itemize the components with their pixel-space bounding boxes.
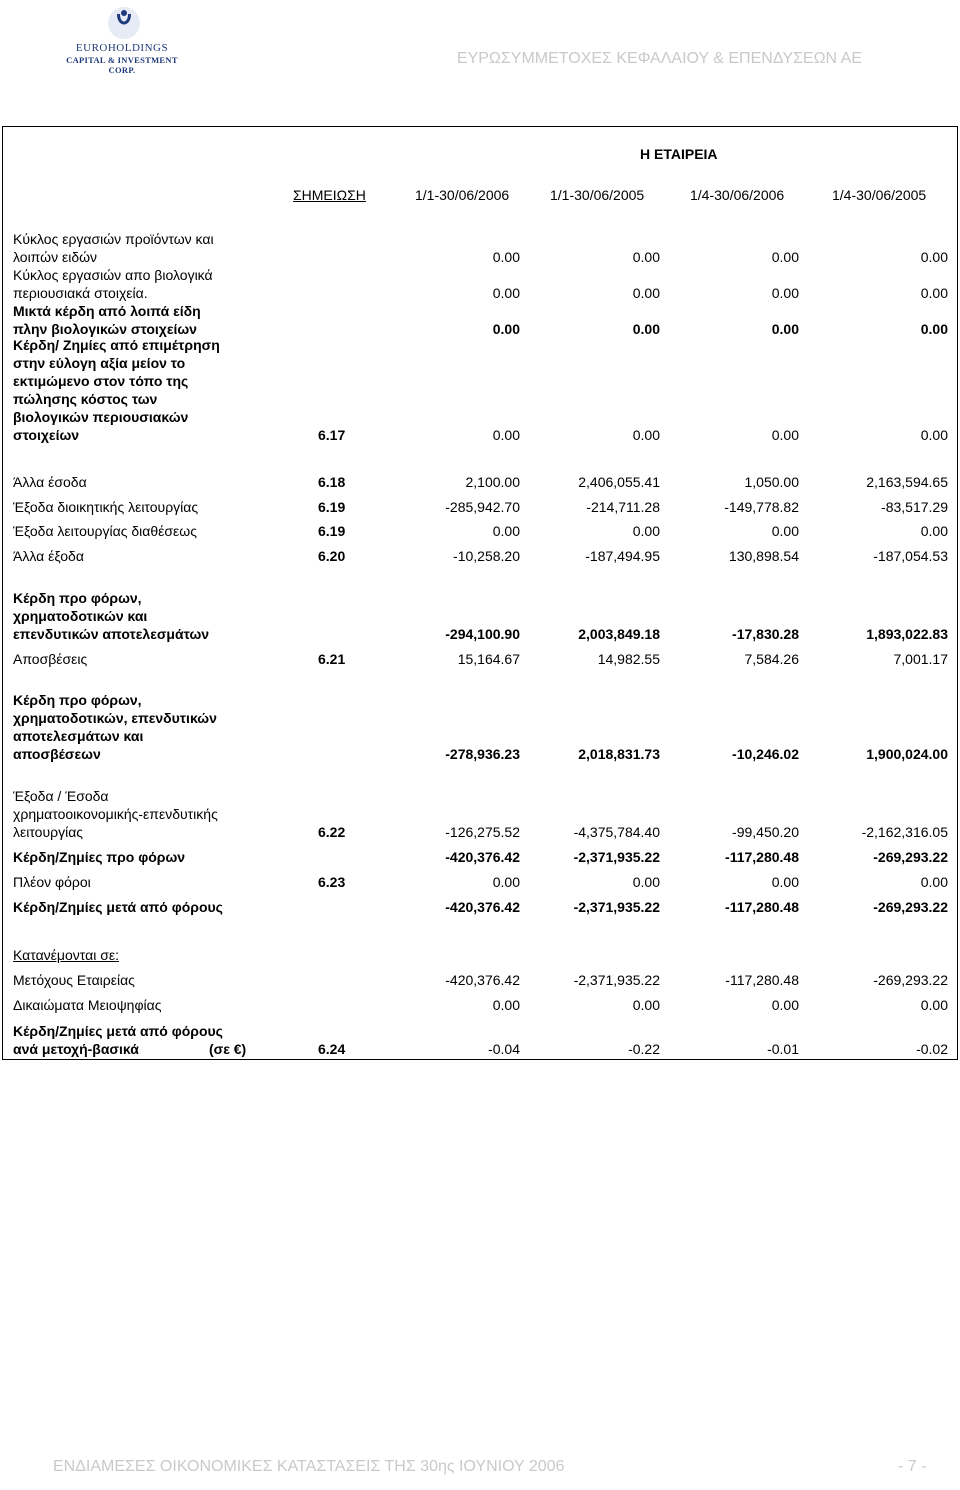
row-label: ανά μετοχή-βασικά <box>13 1041 139 1057</box>
value-cell: 2,003,849.18 <box>578 626 660 642</box>
logo-emblem-icon <box>107 6 141 40</box>
note-ref: 6.22 <box>318 824 346 840</box>
value-cell: -83,517.29 <box>881 499 948 515</box>
value-cell: -2,371,935.22 <box>573 899 660 915</box>
value-cell: 1,050.00 <box>744 474 799 490</box>
row-label: Πλέον φόροι <box>13 874 91 890</box>
logo-line2: CAPITAL & INVESTMENT CORP. <box>66 55 178 75</box>
row-label: Κέρδη/Ζημίες μετά από φόρους <box>13 1023 223 1039</box>
value-cell: 1,893,022.83 <box>866 626 948 642</box>
row-label: χρηματοδοτικών, επενδυτικών <box>13 710 217 726</box>
value-cell: -2,371,935.22 <box>573 849 660 865</box>
note-ref: 6.20 <box>318 548 346 564</box>
row-label: Έξοδα / Έσοδα <box>13 788 109 804</box>
value-cell: -0.01 <box>767 1041 799 1057</box>
value-cell: 1,900,024.00 <box>866 746 948 762</box>
value-cell: 0.00 <box>632 321 660 337</box>
row-label: αποσβέσεων <box>13 746 101 762</box>
value-cell: -10,258.20 <box>453 548 520 564</box>
note-ref: 6.18 <box>318 474 346 490</box>
row-label: Μετόχους Εταιρείας <box>13 972 135 988</box>
col-header-p1: 1/1-30/06/2006 <box>415 187 510 203</box>
row-label: Έξοδα λειτουργίας διαθέσεως <box>13 523 197 539</box>
value-cell: 0.00 <box>632 285 660 301</box>
value-cell: 0.00 <box>632 427 660 443</box>
value-cell: 0.00 <box>492 997 520 1013</box>
row-label: επενδυτικών αποτελεσμάτων <box>13 626 210 642</box>
col-header-p4: 1/4-30/06/2005 <box>832 187 927 203</box>
value-cell: -10,246.02 <box>732 746 799 762</box>
note-ref: 6.19 <box>318 499 346 515</box>
value-cell: 0.00 <box>771 321 799 337</box>
row-label: εκτιμώμενο στον τόπο της <box>13 373 189 389</box>
value-cell: 2,406,055.41 <box>578 474 660 490</box>
row-label: Αποσβέσεις <box>13 651 88 667</box>
row-label: Άλλα έσοδα <box>13 474 87 490</box>
value-cell: -269,293.22 <box>873 849 948 865</box>
value-cell: 0.00 <box>920 427 948 443</box>
value-cell: -187,054.53 <box>873 548 948 564</box>
row-label: Κέρδη/Ζημίες προ φόρων <box>13 849 186 865</box>
row-label: πλην βιολογικών στοιχείων <box>13 321 197 337</box>
value-cell: -126,275.52 <box>445 824 520 840</box>
logo-line1: EUROHOLDINGS <box>75 42 169 54</box>
currency-note: (σε €) <box>209 1041 247 1057</box>
footer-title: ΕΝΔΙΑΜΕΣΕΣ ΟΙΚΟΝΟΜΙΚΕΣ ΚΑΤΑΣΤΑΣΕΙΣ ΤΗΣ 30ης ΙΟΥΝΙΟΥ 2006 <box>53 1458 565 1475</box>
row-label: Δικαιώματα Μειοψηφίας <box>13 997 162 1013</box>
value-cell: -117,280.48 <box>725 849 799 865</box>
value-cell: -0.22 <box>628 1041 660 1057</box>
value-cell: 0.00 <box>632 249 660 265</box>
col-header-p3: 1/4-30/06/2006 <box>690 187 785 203</box>
row-label: χρηματοοικονομικής-επενδυτικής <box>13 806 218 822</box>
page-header <box>0 0 960 80</box>
value-cell: 7,001.17 <box>893 651 948 667</box>
row-label: Κέρδη προ φόρων, <box>13 590 142 606</box>
value-cell: -269,293.22 <box>873 899 948 915</box>
row-label: λειτουργίας <box>13 824 84 840</box>
value-cell: 14,982.55 <box>597 651 660 667</box>
value-cell: 0.00 <box>492 874 520 890</box>
value-cell: -0.02 <box>916 1041 948 1057</box>
company-logo <box>52 4 192 74</box>
value-cell: -278,936.23 <box>445 746 520 762</box>
page-number: - 7 - <box>898 1458 927 1475</box>
row-label: λοιπών ειδών <box>13 249 98 265</box>
entity-title: Η ΕΤΑΙΡΕΙΑ <box>640 146 718 162</box>
value-cell: -149,778.82 <box>724 499 799 515</box>
value-cell: 7,584.26 <box>744 651 799 667</box>
value-cell: 15,164.67 <box>457 651 520 667</box>
value-cell: -269,293.22 <box>873 972 948 988</box>
value-cell: 130,898.54 <box>728 548 799 564</box>
value-cell: 0.00 <box>920 997 948 1013</box>
row-label: Μικτά κέρδη από λοιπά είδη <box>13 303 201 319</box>
note-ref: 6.23 <box>318 874 346 890</box>
value-cell: -17,830.28 <box>732 626 799 642</box>
value-cell: -420,376.42 <box>445 849 520 865</box>
value-cell: 0.00 <box>771 285 799 301</box>
row-label: περιουσιακά στοιχεία. <box>13 285 148 301</box>
value-cell: 0.00 <box>771 997 799 1013</box>
row-label: χρηματοδοτικών και <box>13 608 148 624</box>
value-cell: 0.00 <box>492 285 520 301</box>
value-cell: 0.00 <box>920 285 948 301</box>
value-cell: 2,100.00 <box>465 474 520 490</box>
row-label: Κέρδη/Ζημίες μετά από φόρους <box>13 899 223 915</box>
company-name: ΕΥΡΩΣΥΜΜΕΤΟΧΕΣ ΚΕΦΑΛΑΙΟΥ & ΕΠΕΝΔΥΣΕΩΝ ΑΕ <box>456 50 862 67</box>
value-cell: -285,942.70 <box>445 499 520 515</box>
row-label: Έξοδα διοικητικής λειτουργίας <box>13 499 199 515</box>
row-label: αποτελεσμάτων και <box>13 728 144 744</box>
value-cell: -214,711.28 <box>586 499 660 515</box>
row-label: στην εύλογη αξία μείον το <box>13 355 186 371</box>
value-cell: 2,018,831.73 <box>578 746 660 762</box>
row-label: Κύκλος εργασιών προϊόντων και <box>13 231 214 247</box>
value-cell: 0.00 <box>632 874 660 890</box>
value-cell: 0.00 <box>492 427 520 443</box>
value-cell: -2,371,935.22 <box>573 972 660 988</box>
value-cell: -0.04 <box>488 1041 520 1057</box>
value-cell: -117,280.48 <box>725 899 799 915</box>
value-cell: 0.00 <box>771 249 799 265</box>
value-cell: 0.00 <box>492 249 520 265</box>
value-cell: 0.00 <box>492 523 520 539</box>
value-cell: 2,163,594.65 <box>866 474 948 490</box>
value-cell: 0.00 <box>492 321 520 337</box>
col-header-p2: 1/1-30/06/2005 <box>550 187 645 203</box>
row-label: Κύκλος εργασιών απο βιολογικά <box>13 267 213 283</box>
value-cell: -420,376.42 <box>445 972 520 988</box>
col-header-note: ΣΗΜΕΙΩΣΗ <box>293 187 366 203</box>
value-cell: -294,100.90 <box>445 626 520 642</box>
value-cell: 0.00 <box>632 997 660 1013</box>
value-cell: -187,494.95 <box>585 548 660 564</box>
value-cell: 0.00 <box>771 427 799 443</box>
value-cell: -420,376.42 <box>445 899 520 915</box>
note-ref: 6.17 <box>318 427 346 443</box>
value-cell: -117,280.48 <box>725 972 799 988</box>
row-label: στοιχείων <box>13 427 80 443</box>
value-cell: 0.00 <box>920 321 948 337</box>
note-ref: 6.21 <box>318 651 346 667</box>
row-label: Άλλα έξοδα <box>13 548 84 564</box>
value-cell: 0.00 <box>632 523 660 539</box>
row-label: βιολογικών περιουσιακών <box>13 409 189 425</box>
allocation-heading: Κατανέμονται σε: <box>13 947 119 963</box>
row-label: Κέρδη/ Ζημίες από επιμέτρηση <box>13 337 220 353</box>
note-ref: 6.24 <box>318 1041 346 1057</box>
value-cell: -2,162,316.05 <box>861 824 948 840</box>
value-cell: 0.00 <box>771 523 799 539</box>
row-label: Κέρδη προ φόρων, <box>13 692 142 708</box>
value-cell: 0.00 <box>920 249 948 265</box>
value-cell: 0.00 <box>920 523 948 539</box>
note-ref: 6.19 <box>318 523 346 539</box>
value-cell: -4,375,784.40 <box>573 824 660 840</box>
value-cell: 0.00 <box>771 874 799 890</box>
row-label: πώλησης κόστος των <box>13 391 158 407</box>
value-cell: -99,450.20 <box>732 824 799 840</box>
value-cell: 0.00 <box>920 874 948 890</box>
